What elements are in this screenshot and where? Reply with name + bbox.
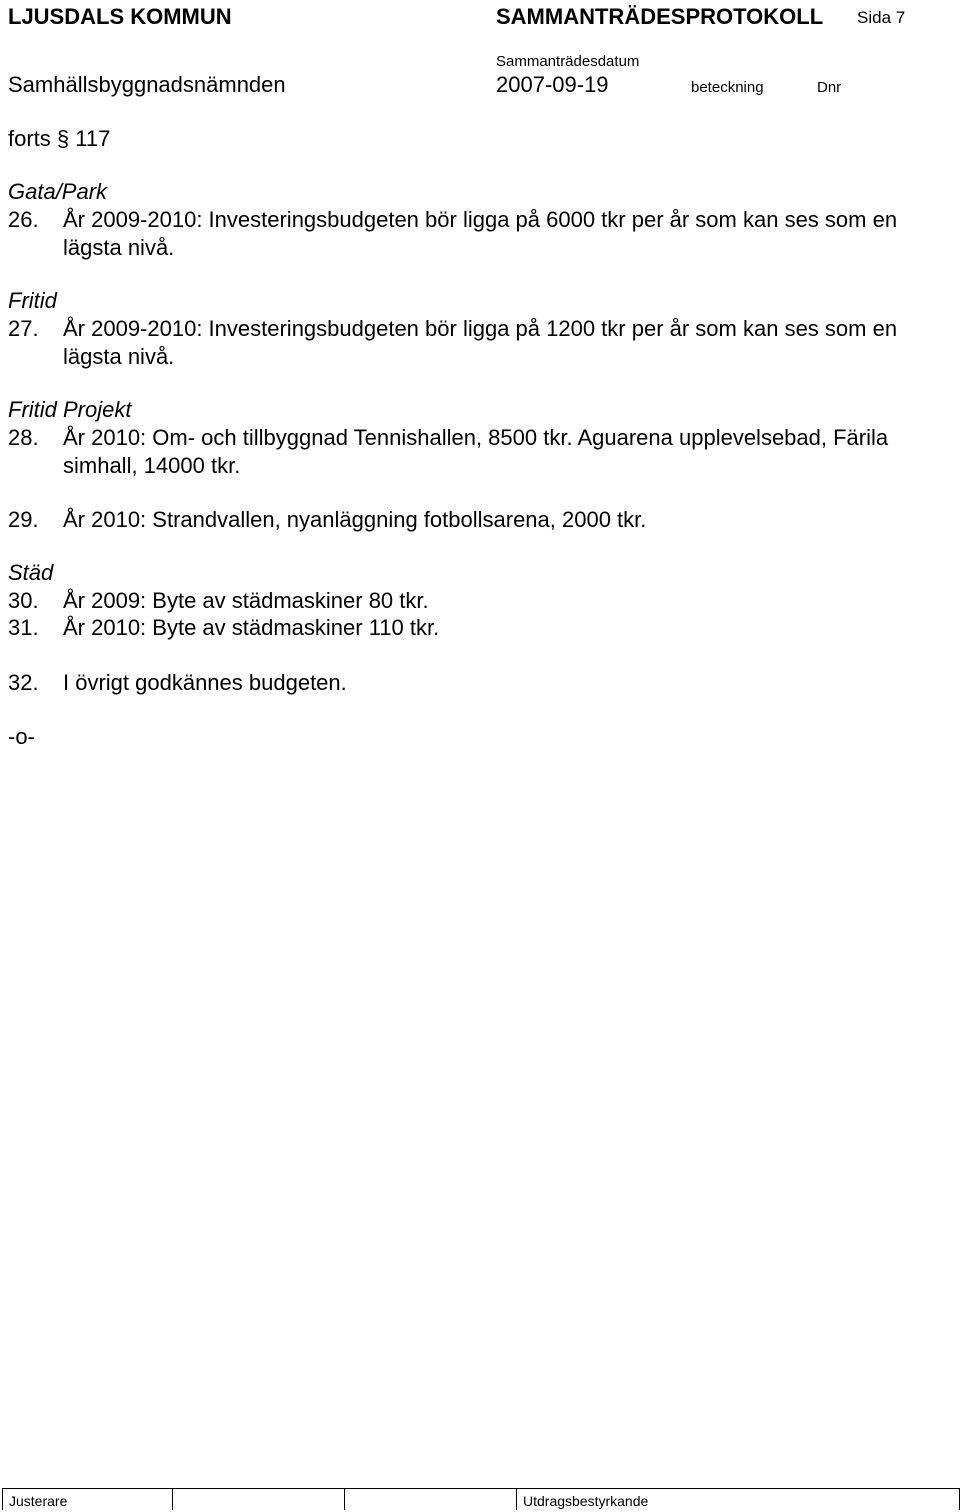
item-number: 28.	[8, 425, 39, 450]
dnr-label: Dnr	[817, 79, 842, 96]
end-mark: -o-	[8, 724, 35, 749]
page-number: Sida 7	[857, 8, 906, 27]
justerare-box	[2, 1488, 172, 1510]
meeting-date-label: Sammanträdesdatum	[496, 53, 640, 70]
item-text: År 2010: Strandvallen, nyanläggning fotbollsarena, 2000 tkr.	[63, 507, 647, 532]
reference-label: beteckning	[691, 79, 764, 96]
organization-name: LJUSDALS KOMMUN	[8, 4, 232, 29]
item-text: År 2010: Om- och tillbyggnad Tennishallen, 8500 tkr. Aguarena upplevelsebad, Färila simhall, 14000 tkr.	[63, 425, 889, 478]
footer	[0, 1488, 960, 1510]
section-heading-gata-park: Gata/Park	[8, 179, 108, 204]
continuation-paragraph: forts § 117	[8, 126, 111, 151]
item-text: År 2009: Byte av städmaskiner 80 tkr.	[63, 588, 429, 613]
signature-box	[172, 1488, 344, 1510]
item-number: 29.	[8, 507, 39, 532]
justerare-label: Justerare	[9, 1493, 68, 1509]
item-number: 30.	[8, 588, 39, 613]
item-number: 32.	[8, 670, 39, 695]
item-text: I övrigt godkännes budgeten.	[63, 670, 347, 695]
section-heading-fritid: Fritid	[8, 288, 57, 313]
document-type: SAMMANTRÄDESPROTOKOLL	[496, 4, 824, 29]
item-number: 27.	[8, 316, 39, 341]
section-heading-stad: Städ	[8, 560, 54, 585]
utdragsbestyrkande-label: Utdragsbestyrkande	[523, 1493, 649, 1509]
utdragsbestyrkande-box	[516, 1488, 960, 1510]
item-text: År 2009-2010: Investeringsbudgeten bör ligga på 1200 tkr per år som kan ses som en lägsta nivå.	[63, 316, 898, 369]
board-name: Samhällsbyggnadsnämnden	[8, 72, 286, 97]
signature-box	[344, 1488, 516, 1510]
item-text: År 2010: Byte av städmaskiner 110 tkr.	[63, 615, 440, 640]
item-text: År 2009-2010: Investeringsbudgeten bör ligga på 6000 tkr per år som kan ses som en lägsta nivå.	[63, 207, 898, 260]
meeting-date: 2007-09-19	[496, 72, 609, 97]
item-number: 26.	[8, 207, 39, 232]
section-heading-fritid-projekt: Fritid Projekt	[8, 397, 132, 422]
item-number: 31.	[8, 615, 39, 640]
